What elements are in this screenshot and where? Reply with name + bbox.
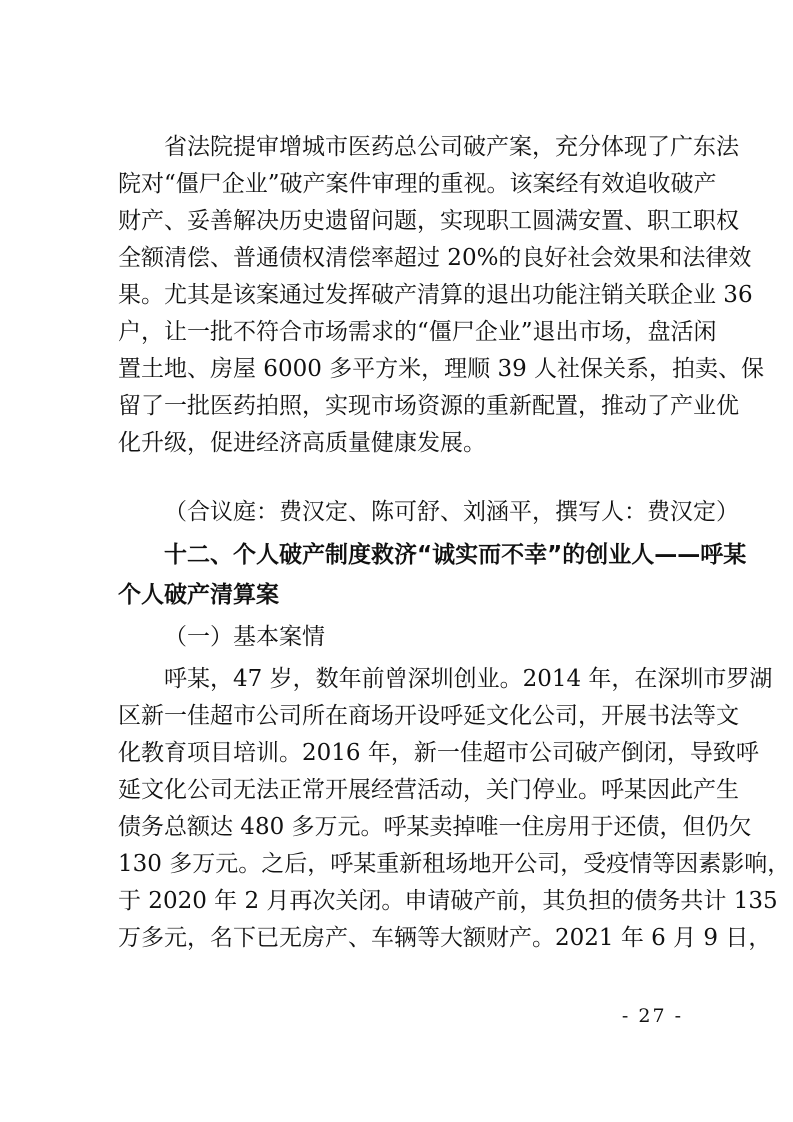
paragraph-2-line-5: 债务总额达 480 多万元。呼某卖掉唯一住房用于还债，但仍欠 [118,814,752,840]
paragraph-2-line-7: 于 2020 年 2 月再次关闭。申请破产前，其负担的债务共计 135 [118,888,778,914]
page-number: - 27 - [621,1005,683,1027]
panel-note: （合议庭：费汉定、陈可舒、刘涵平，撰写人：费汉定） [164,499,739,525]
paragraph-2-line-2: 区新一佳超市公司所在商场开设呼延文化公司，开展书法等文 [118,703,739,729]
paragraph-2-line-1: 呼某，47 岁，数年前曾深圳创业。2014 年，在深圳市罗湖 [164,666,773,692]
paragraph-1-line-9: 化升级，促进经济高质量健康发展。 [118,430,486,456]
paragraph-2-line-6: 130 多万元。之后，呼某重新租场地开公司，受疫情等因素影响， [118,851,791,877]
paragraph-1-line-1: 省法院提审增城市医药总公司破产案，充分体现了广东法 [164,134,739,160]
paragraph-1-line-5: 果。尤其是该案通过发挥破产清算的退出功能注销关联企业 36 [118,282,753,308]
paragraph-2-line-8: 万多元，名下已无房产、车辆等大额财产。2021 年 6 月 9 日， [118,925,772,951]
paragraph-1-line-4: 全额清偿、普通债权清偿率超过 20%的良好社会效果和法律效 [118,245,752,271]
section-heading-line-2: 个人破产清算案 [118,582,279,608]
section-heading-line-1: 十二、个人破产制度救济“诚实而不幸”的创业人——呼某 [164,542,747,568]
paragraph-1-line-8: 留了一批医药拍照，实现市场资源的重新配置，推动了产业优 [118,393,739,419]
paragraph-1-line-3: 财产、妥善解决历史遗留问题，实现职工圆满安置、职工职权 [118,208,739,234]
paragraph-1-line-7: 置土地、房屋 6000 多平方米，理顺 39 人社保关系，拍卖、保 [118,356,765,382]
paragraph-1-line-2: 院对“僵尸企业”破产案件审理的重视。该案经有效追收破产 [118,171,717,197]
paragraph-2-line-3: 化教育项目培训。2016 年，新一佳超市公司破产倒闭，导致呼 [118,740,759,766]
subsection-heading: （一）基本案情 [164,624,325,650]
paragraph-2-line-4: 延文化公司无法正常开展经营活动，关门停业。呼某因此产生 [118,777,739,803]
paragraph-1-line-6: 户，让一批不符合市场需求的“僵尸企业”退出市场，盘活闲 [118,319,717,345]
